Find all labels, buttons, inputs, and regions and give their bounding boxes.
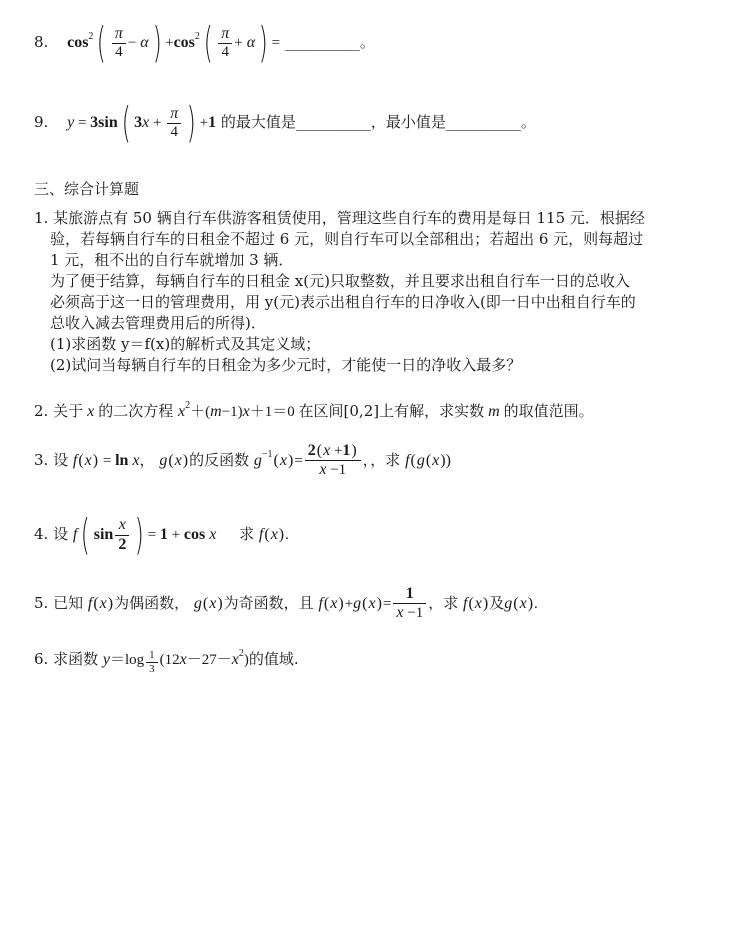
problem-1-line: 必须高于这一日的管理费用，用 y(元)表示出租自行车的日净收入(即一日中出租自行车的 bbox=[50, 293, 636, 311]
section-title: 三、综合计算题 bbox=[34, 180, 140, 198]
formula: y = 3sin( 3x + $\frac{\pi}{4}$ ) +1 bbox=[67, 98, 217, 147]
formula: $g^{-1}(x)=$ $\frac{2(x +1)}{x -1}$ bbox=[254, 451, 363, 469]
problem-1-line: (1)求函数 y＝f(x)的解析式及其定义域； bbox=[50, 335, 321, 353]
problem-1-line: (2)试问当每辆自行车的日租金为多少元时，才能使一日的净收入最多？ bbox=[50, 356, 522, 374]
problem-1-line: 验，若每辆自行车的日租金不超过 6 元，则自行车可以全部租出；若超出 6 元，则每超过 bbox=[50, 230, 644, 248]
question-number: 9. bbox=[34, 113, 49, 131]
question-8: 8. $\cos^2$( $\frac{\pi}{4}$ − $\alpha) +\cos^2$( $\frac{\pi}{4}$ + α) = __________。 bbox=[34, 18, 375, 67]
problem-6: 6. 求函数 y＝log $\frac{1}{3}$ $(12x-27-x^2)$的值域. bbox=[34, 648, 299, 675]
max-blank: __________ bbox=[295, 113, 371, 131]
formula: y＝log $\frac{1}{3}$ $(12x-27-x^2)$ bbox=[102, 648, 249, 675]
question-number: 8. bbox=[34, 33, 49, 51]
problem-5: 5. 已知 f(x)为偶函数， g(x)为奇函数，且 f(x)+g(x)= $\frac{1}{x -1}$ ，求 f(x)及g(x). bbox=[34, 585, 538, 622]
question-9: 9. y = 3sin( 3x + $\frac{\pi}{4}$ ) +1 的最大值是__________，最小值是__________。 bbox=[34, 98, 536, 147]
problem-1-line: 为了便于结算，每辆自行车的日租金 x(元)只取整数，并且要求出租自行车一日的总收入 bbox=[50, 272, 630, 290]
problem-3: 3. 设 f(x) = ln x， g(x)的反函数 $g^{-1}(x)=$ $\frac{2(x +1)}{x -1}$ ，，求 f(g(x)) bbox=[34, 442, 451, 479]
formula: f(x) = ln x bbox=[72, 451, 140, 469]
problem-1-line: 1 元，租不出的自行车就增加 3 辆． bbox=[50, 251, 294, 269]
problem-2: 2. 关于 x 的二次方程 $x^2+(m-1)x+1=0$ 在区间[0,2]上有解，求实数 m 的取值范围。 bbox=[34, 400, 594, 420]
formula: f(x)+g(x)= $\frac{1}{x -1}$ bbox=[318, 594, 428, 612]
min-blank: __________ bbox=[445, 113, 521, 131]
equation: $x^2+(m-1)x+1=0$ bbox=[178, 400, 299, 420]
formula: f( sin $\frac{x}{2}$ ) = 1 + cos x bbox=[72, 510, 217, 559]
formula: $\cos^2$( $\frac{\pi}{4}$ − $\alpha) +\cos^2$( $\frac{\pi}{4}$ + α) = bbox=[67, 18, 281, 67]
problem-1-line: 1. 某旅游点有 50 辆自行车供游客租赁使用，管理这些自行车的费用是每日 115 元．根据经 bbox=[34, 209, 645, 227]
answer-blank: __________ bbox=[284, 33, 360, 51]
problem-1 bbox=[34, 208, 724, 376]
problem-4: 4. 设 f( sin $\frac{x}{2}$ ) = 1 + cos x 求 f(x). bbox=[34, 510, 289, 559]
problem-1-line: 总收入减去管理费用后的所得)． bbox=[50, 314, 266, 332]
